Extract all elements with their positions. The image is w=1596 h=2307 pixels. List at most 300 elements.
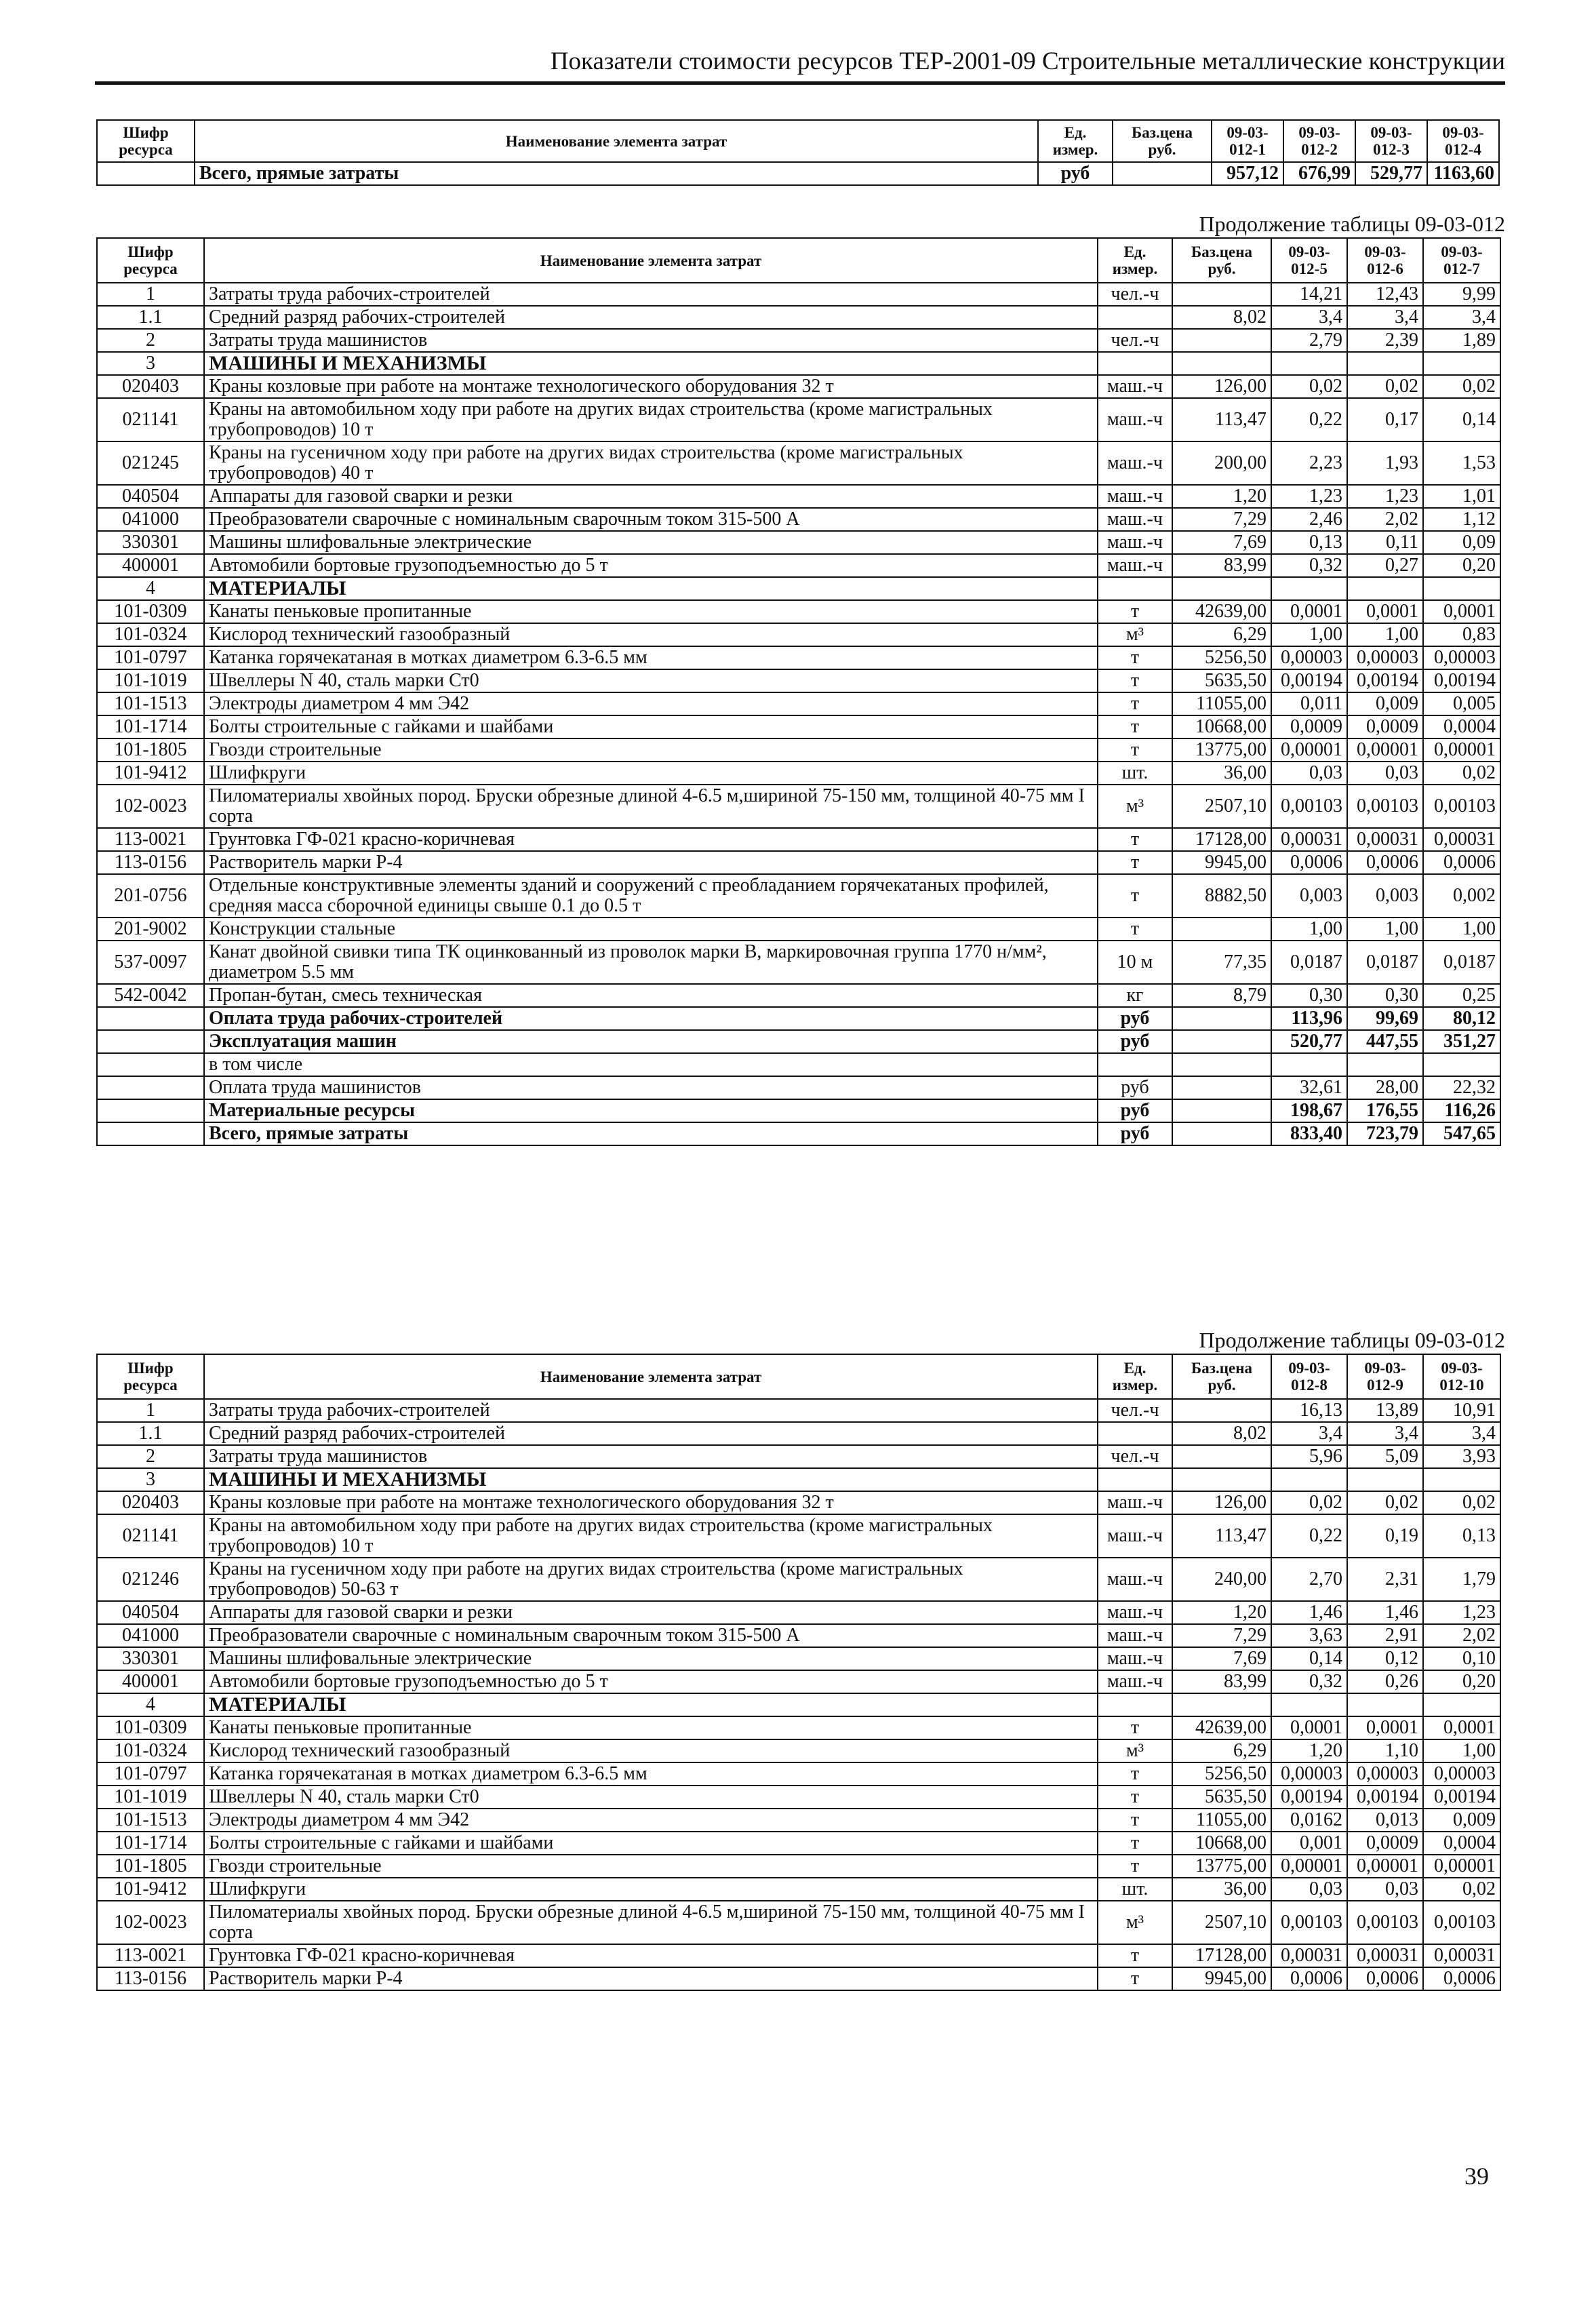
estimate-value-cell: 0,30	[1271, 984, 1347, 1007]
estimate-value-cell: 0,005	[1423, 692, 1500, 715]
resource-code-cell	[97, 1030, 204, 1053]
estimate-value-cell: 3,4	[1347, 1422, 1423, 1445]
resource-code-cell: 3	[97, 352, 204, 375]
estimate-value-cell: 0,009	[1423, 1809, 1500, 1832]
estimate-value-cell: 1,00	[1423, 1739, 1500, 1762]
estimate-value-cell: 0,02	[1423, 762, 1500, 785]
unit-cell: м³	[1098, 785, 1172, 828]
section-row	[97, 1468, 1500, 1491]
estimate-value-cell: 0,22	[1271, 1514, 1347, 1558]
resource-code-cell: 101-1714	[97, 1832, 204, 1855]
cost-element-name-cell: Краны козловые при работе на монтаже технологического оборудования 32 т	[204, 375, 1098, 398]
base-price-cell: 83,99	[1172, 1670, 1271, 1693]
estimate-value-cell: 0,03	[1271, 1878, 1347, 1901]
resource-code-cell: 537-0097	[97, 941, 204, 984]
estimate-value-cell: 0,00194	[1423, 1786, 1500, 1809]
estimate-value-cell: 0,0009	[1347, 1832, 1423, 1855]
base-price-cell: 5256,50	[1172, 646, 1271, 669]
estimate-value-cell: 0,00103	[1347, 1901, 1423, 1944]
cost-element-name-cell: Грунтовка ГФ-021 красно-коричневая	[204, 828, 1098, 851]
base-price-cell: 6,29	[1172, 1739, 1271, 1762]
unit-cell: маш.-ч	[1098, 441, 1172, 485]
estimate-value-cell: 10,91	[1423, 1399, 1500, 1422]
base-price-cell: 200,00	[1172, 441, 1271, 485]
table-row	[97, 1944, 1500, 1967]
estimate-value-cell: 1,79	[1423, 1558, 1500, 1601]
base-price-cell	[1172, 1399, 1271, 1422]
estimate-value-cell: 833,40	[1271, 1122, 1347, 1145]
estimate-value-cell: 1,53	[1423, 441, 1500, 485]
resource-code-cell: 021246	[97, 1558, 204, 1601]
unit-cell: т	[1098, 738, 1172, 762]
table-row	[97, 1786, 1500, 1809]
resource-code-cell: 101-1714	[97, 715, 204, 738]
estimate-value-cell	[1347, 352, 1423, 375]
estimate-value-cell: 0,0001	[1271, 600, 1347, 623]
estimate-value-cell: 0,0004	[1423, 715, 1500, 738]
cost-element-name-cell: Шлифкруги	[204, 762, 1098, 785]
estimate-value-cell: 113,96	[1271, 1007, 1347, 1030]
cost-element-name-cell: Эксплуатация машин	[204, 1030, 1098, 1053]
table-row	[97, 828, 1500, 851]
resource-code-cell: 101-1513	[97, 1809, 204, 1832]
estimate-value-cell: 176,55	[1347, 1099, 1423, 1122]
estimate-value-cell: 1,23	[1271, 485, 1347, 508]
estimate-value-cell: 1,89	[1423, 329, 1500, 352]
base-price-cell: 9945,00	[1172, 1967, 1271, 1990]
base-price-cell: 10668,00	[1172, 715, 1271, 738]
table-continuation-label: Продолжение таблицы 09-03-012	[1199, 1328, 1505, 1352]
cost-element-name-cell: Грунтовка ГФ-021 красно-коричневая	[204, 1944, 1098, 1967]
base-price-cell	[1172, 1693, 1271, 1716]
summary-row	[97, 1122, 1500, 1145]
cost-element-name-cell: Пиломатериалы хвойных пород. Бруски обрезные длиной 4-6.5 м,шириной 75-150 мм, толщиной 40-75 мм I сорта	[204, 785, 1098, 828]
estimate-value-cell: 0,00001	[1423, 738, 1500, 762]
unit-cell: т	[1098, 669, 1172, 692]
cost-element-name-cell: Машины шлифовальные электрические	[204, 1647, 1098, 1670]
unit-cell: маш.-ч	[1098, 554, 1172, 577]
estimate-value-cell: 0,0009	[1347, 715, 1423, 738]
estimate-value-cell: 0,00194	[1347, 1786, 1423, 1809]
estimate-value-cell: 0,02	[1423, 1491, 1500, 1514]
estimate-value-cell: 0,00031	[1271, 1944, 1347, 1967]
unit-cell: маш.-ч	[1098, 1601, 1172, 1624]
estimate-value-cell: 0,0187	[1347, 941, 1423, 984]
unit-cell: маш.-ч	[1098, 1491, 1172, 1514]
estimate-value-cell: 957,12	[1212, 162, 1283, 185]
estimate-value-cell: 0,0004	[1423, 1832, 1500, 1855]
unit-cell: шт.	[1098, 762, 1172, 785]
cost-element-name-cell: Краны козловые при работе на монтаже технологического оборудования 32 т	[204, 1491, 1098, 1514]
estimate-value-cell: 0,00031	[1347, 828, 1423, 851]
unit-cell	[1098, 1422, 1172, 1445]
table-row	[97, 1901, 1500, 1944]
estimate-value-cell: 0,14	[1271, 1647, 1347, 1670]
base-price-cell: 6,29	[1172, 623, 1271, 646]
estimate-value-cell: 2,46	[1271, 508, 1347, 531]
resource-code-cell: 102-0023	[97, 1901, 204, 1944]
estimate-value-cell: 3,63	[1271, 1624, 1347, 1647]
table-row	[97, 1491, 1500, 1514]
table-row	[97, 1053, 1500, 1076]
resource-code-cell: 020403	[97, 1491, 204, 1514]
estimate-value-cell: 0,00103	[1271, 785, 1347, 828]
col-header-estimate: 09-03-012-2	[1283, 120, 1355, 162]
unit-cell: руб	[1098, 1076, 1172, 1099]
estimate-value-cell: 0,03	[1347, 1878, 1423, 1901]
resource-code-cell: 041000	[97, 1624, 204, 1647]
cost-element-name-cell: Гвозди строительные	[204, 738, 1098, 762]
unit-cell: т	[1098, 1716, 1172, 1739]
base-price-cell: 1,20	[1172, 1601, 1271, 1624]
estimate-value-cell: 0,0162	[1271, 1809, 1347, 1832]
resource-code-cell: 1.1	[97, 1422, 204, 1445]
resource-code-cell	[97, 1076, 204, 1099]
col-header-code: Шифр ресурса	[97, 238, 204, 283]
table-row	[97, 531, 1500, 554]
resource-code-cell: 101-9412	[97, 762, 204, 785]
estimate-value-cell: 2,31	[1347, 1558, 1423, 1601]
estimate-value-cell: 0,00001	[1271, 738, 1347, 762]
resource-code-cell	[97, 1007, 204, 1030]
estimate-value-cell: 0,00003	[1347, 646, 1423, 669]
estimate-value-cell: 529,77	[1355, 162, 1427, 185]
base-price-cell: 17128,00	[1172, 1944, 1271, 1967]
estimate-value-cell: 0,14	[1423, 398, 1500, 441]
resource-code-cell: 2	[97, 1445, 204, 1468]
col-header-name: Наименование элемента затрат	[195, 120, 1038, 162]
cost-element-name-cell: Катанка горячекатаная в мотках диаметром 6.3-6.5 мм	[204, 1762, 1098, 1786]
estimate-value-cell: 0,27	[1347, 554, 1423, 577]
cost-table-2	[96, 237, 1501, 1146]
cost-element-name-cell: Электроды диаметром 4 мм Э42	[204, 1809, 1098, 1832]
base-price-cell: 8,02	[1172, 1422, 1271, 1445]
cost-element-name-cell: Средний разряд рабочих-строителей	[204, 1422, 1098, 1445]
estimate-value-cell: 0,32	[1271, 1670, 1347, 1693]
estimate-value-cell: 2,70	[1271, 1558, 1347, 1601]
section-row	[97, 1693, 1500, 1716]
cost-element-name-cell: в том числе	[204, 1053, 1098, 1076]
estimate-value-cell	[1347, 1693, 1423, 1716]
table-row	[97, 398, 1500, 441]
estimate-value-cell	[1271, 352, 1347, 375]
unit-cell: маш.-ч	[1098, 485, 1172, 508]
base-price-cell	[1172, 1030, 1271, 1053]
table-row	[97, 1399, 1500, 1422]
unit-cell: т	[1098, 851, 1172, 874]
unit-cell: маш.-ч	[1098, 1558, 1172, 1601]
table-row	[97, 1670, 1500, 1693]
cost-element-name-cell: Электроды диаметром 4 мм Э42	[204, 692, 1098, 715]
table-row	[97, 984, 1500, 1007]
table-row	[97, 941, 1500, 984]
cost-element-name-cell: Преобразователи сварочные с номинальным сварочным током 315-500 А	[204, 508, 1098, 531]
estimate-value-cell: 0,26	[1347, 1670, 1423, 1693]
estimate-value-cell: 0,11	[1347, 531, 1423, 554]
table-row	[97, 762, 1500, 785]
cost-element-name-cell: МАТЕРИАЛЫ	[204, 577, 1098, 600]
cost-element-name-cell: МАШИНЫ И МЕХАНИЗМЫ	[204, 352, 1098, 375]
cost-element-name-cell: Канаты пеньковые пропитанные	[204, 1716, 1098, 1739]
cost-element-name-cell: Швеллеры N 40, сталь марки Ст0	[204, 1786, 1098, 1809]
resource-code-cell: 113-0156	[97, 1967, 204, 1990]
unit-cell: т	[1098, 1786, 1172, 1809]
col-header-name: Наименование элемента затрат	[204, 1354, 1098, 1399]
unit-cell: м³	[1098, 1901, 1172, 1944]
estimate-value-cell: 0,00031	[1271, 828, 1347, 851]
table-header-row	[97, 1354, 1500, 1399]
col-header-unit: Ед. измер.	[1038, 120, 1113, 162]
estimate-value-cell: 0,0187	[1423, 941, 1500, 984]
cost-element-name-cell: Затраты труда машинистов	[204, 1445, 1098, 1468]
estimate-value-cell: 0,00003	[1347, 1762, 1423, 1786]
estimate-value-cell	[1347, 577, 1423, 600]
cost-element-name-cell: Канаты пеньковые пропитанные	[204, 600, 1098, 623]
base-price-cell	[1172, 1053, 1271, 1076]
cost-element-name-cell: Затраты труда рабочих-строителей	[204, 283, 1098, 306]
estimate-value-cell: 1,00	[1347, 918, 1423, 941]
resource-code-cell: 4	[97, 577, 204, 600]
unit-cell: руб	[1098, 1099, 1172, 1122]
estimate-value-cell: 0,0009	[1271, 715, 1347, 738]
base-price-cell	[1172, 1007, 1271, 1030]
resource-code-cell: 113-0021	[97, 1944, 204, 1967]
estimate-value-cell: 0,19	[1347, 1514, 1423, 1558]
resource-code-cell: 1.1	[97, 306, 204, 329]
estimate-value-cell: 0,0001	[1271, 1716, 1347, 1739]
estimate-value-cell	[1423, 577, 1500, 600]
cost-element-name-cell: Швеллеры N 40, сталь марки Ст0	[204, 669, 1098, 692]
base-price-cell: 7,69	[1172, 531, 1271, 554]
estimate-value-cell: 520,77	[1271, 1030, 1347, 1053]
base-price-cell: 240,00	[1172, 1558, 1271, 1601]
resource-code-cell: 201-0756	[97, 874, 204, 918]
cost-element-name-cell: Затраты труда рабочих-строителей	[204, 1399, 1098, 1422]
unit-cell	[1098, 1693, 1172, 1716]
estimate-value-cell: 1,46	[1271, 1601, 1347, 1624]
estimate-value-cell: 1,20	[1271, 1739, 1347, 1762]
resource-code-cell: 2	[97, 329, 204, 352]
unit-cell: чел.-ч	[1098, 1445, 1172, 1468]
unit-cell: маш.-ч	[1098, 375, 1172, 398]
col-header-estimate: 09-03-012-3	[1355, 120, 1427, 162]
estimate-value-cell: 2,39	[1347, 329, 1423, 352]
base-price-cell	[1172, 1122, 1271, 1145]
estimate-value-cell: 0,0001	[1347, 600, 1423, 623]
estimate-value-cell: 5,96	[1271, 1445, 1347, 1468]
resource-code-cell	[97, 1099, 204, 1122]
unit-cell: маш.-ч	[1098, 1624, 1172, 1647]
estimate-value-cell: 3,4	[1347, 306, 1423, 329]
base-price-cell: 83,99	[1172, 554, 1271, 577]
estimate-value-cell: 1,23	[1347, 485, 1423, 508]
cost-element-name-cell: Аппараты для газовой сварки и резки	[204, 485, 1098, 508]
resource-code-cell: 101-0797	[97, 646, 204, 669]
base-price-cell: 5635,50	[1172, 669, 1271, 692]
estimate-value-cell: 0,00103	[1423, 1901, 1500, 1944]
resource-code-cell: 101-1805	[97, 1855, 204, 1878]
estimate-value-cell: 0,0001	[1423, 600, 1500, 623]
base-price-cell: 13775,00	[1172, 738, 1271, 762]
table-row	[97, 283, 1500, 306]
estimate-value-cell: 0,0006	[1271, 1967, 1347, 1990]
table-row	[97, 874, 1500, 918]
summary-row	[97, 1007, 1500, 1030]
table-row	[97, 1624, 1500, 1647]
estimate-value-cell: 0,0001	[1423, 1716, 1500, 1739]
estimate-value-cell: 0,20	[1423, 1670, 1500, 1693]
base-price-cell	[1113, 162, 1212, 185]
page-number: 39	[1464, 2163, 1489, 2190]
estimate-value-cell: 16,13	[1271, 1399, 1347, 1422]
unit-cell	[1098, 306, 1172, 329]
cost-element-name-cell: Затраты труда машинистов	[204, 329, 1098, 352]
estimate-value-cell: 0,00003	[1271, 646, 1347, 669]
cost-element-name-cell: Краны на автомобильном ходу при работе на других видах строительства (кроме магистральных трубопроводов) 10 т	[204, 398, 1098, 441]
estimate-value-cell: 1163,60	[1427, 162, 1499, 185]
cost-element-name-cell: Преобразователи сварочные с номинальным сварочным током 315-500 А	[204, 1624, 1098, 1647]
estimate-value-cell: 12,43	[1347, 283, 1423, 306]
base-price-cell	[1172, 1468, 1271, 1491]
unit-cell: 10 м	[1098, 941, 1172, 984]
base-price-cell: 2507,10	[1172, 1901, 1271, 1944]
table-row	[97, 1739, 1500, 1762]
resource-code-cell: 101-9412	[97, 1878, 204, 1901]
estimate-value-cell: 0,30	[1347, 984, 1423, 1007]
estimate-value-cell: 2,79	[1271, 329, 1347, 352]
base-price-cell: 113,47	[1172, 398, 1271, 441]
resource-code-cell: 330301	[97, 531, 204, 554]
resource-code-cell: 113-0156	[97, 851, 204, 874]
cost-element-name-cell: Конструкции стальные	[204, 918, 1098, 941]
col-header-estimate: 09-03-012-10	[1423, 1354, 1500, 1399]
base-price-cell: 8,02	[1172, 306, 1271, 329]
estimate-value-cell: 0,02	[1347, 1491, 1423, 1514]
table-row	[97, 1967, 1500, 1990]
unit-cell: руб	[1098, 1030, 1172, 1053]
resource-code-cell: 3	[97, 1468, 204, 1491]
cost-element-name-cell: Растворитель марки Р-4	[204, 851, 1098, 874]
unit-cell: маш.-ч	[1098, 1514, 1172, 1558]
resource-code-cell: 101-1513	[97, 692, 204, 715]
resource-code-cell: 330301	[97, 1647, 204, 1670]
col-header-code: Шифр ресурса	[97, 1354, 204, 1399]
unit-cell: м³	[1098, 623, 1172, 646]
base-price-cell	[1172, 1099, 1271, 1122]
base-price-cell: 42639,00	[1172, 1716, 1271, 1739]
page-title: Показатели стоимости ресурсов ТЕР-2001-09 Строительные металлические конструкции	[550, 47, 1505, 75]
estimate-value-cell: 0,00103	[1271, 1901, 1347, 1944]
resource-code-cell: 201-9002	[97, 918, 204, 941]
base-price-cell: 17128,00	[1172, 828, 1271, 851]
base-price-cell: 7,29	[1172, 508, 1271, 531]
estimate-value-cell: 0,03	[1271, 762, 1347, 785]
unit-cell: т	[1098, 600, 1172, 623]
estimate-value-cell: 0,13	[1423, 1514, 1500, 1558]
estimate-value-cell	[1423, 352, 1500, 375]
resource-code-cell: 400001	[97, 554, 204, 577]
unit-cell	[1098, 1053, 1172, 1076]
estimate-value-cell: 676,99	[1283, 162, 1355, 185]
estimate-value-cell: 0,00194	[1271, 669, 1347, 692]
estimate-value-cell: 0,12	[1347, 1647, 1423, 1670]
estimate-value-cell: 0,00194	[1423, 669, 1500, 692]
base-price-cell: 5256,50	[1172, 1762, 1271, 1786]
estimate-value-cell: 0,013	[1347, 1809, 1423, 1832]
estimate-value-cell: 32,61	[1271, 1076, 1347, 1099]
summary-row	[97, 162, 1499, 185]
estimate-value-cell: 0,0001	[1347, 1716, 1423, 1739]
cost-element-name-cell: Отдельные конструктивные элементы зданий и сооружений с преобладанием горячекатаных профилей, средняя масса сборочной единицы свыше 0.1 до 0.5 т	[204, 874, 1098, 918]
estimate-value-cell: 0,00001	[1423, 1855, 1500, 1878]
estimate-value-cell: 0,09	[1423, 531, 1500, 554]
table-row	[97, 1647, 1500, 1670]
cost-element-name-cell: Оплата труда рабочих-строителей	[204, 1007, 1098, 1030]
base-price-cell	[1172, 1076, 1271, 1099]
cost-element-name-cell: Болты строительные с гайками и шайбами	[204, 715, 1098, 738]
base-price-cell	[1172, 577, 1271, 600]
unit-cell: т	[1098, 874, 1172, 918]
col-header-price: Баз.цена руб.	[1172, 238, 1271, 283]
resource-code-cell: 040504	[97, 1601, 204, 1624]
base-price-cell: 10668,00	[1172, 1832, 1271, 1855]
estimate-value-cell: 3,4	[1271, 1422, 1347, 1445]
base-price-cell: 9945,00	[1172, 851, 1271, 874]
estimate-value-cell: 0,20	[1423, 554, 1500, 577]
resource-code-cell: 021141	[97, 398, 204, 441]
base-price-cell: 1,20	[1172, 485, 1271, 508]
base-price-cell: 113,47	[1172, 1514, 1271, 1558]
unit-cell	[1098, 577, 1172, 600]
table-row	[97, 1558, 1500, 1601]
table-row	[97, 738, 1500, 762]
table-row	[97, 1445, 1500, 1468]
cost-element-name-cell: Автомобили бортовые грузоподъемностью до 5 т	[204, 554, 1098, 577]
cost-element-name-cell: Краны на автомобильном ходу при работе на других видах строительства (кроме магистральных трубопроводов) 10 т	[204, 1514, 1098, 1558]
unit-cell: т	[1098, 692, 1172, 715]
base-price-cell	[1172, 918, 1271, 941]
unit-cell	[1098, 1468, 1172, 1491]
estimate-value-cell: 0,02	[1423, 375, 1500, 398]
col-header-estimate: 09-03-012-1	[1212, 120, 1283, 162]
unit-cell: чел.-ч	[1098, 1399, 1172, 1422]
estimate-value-cell	[1271, 1693, 1347, 1716]
estimate-value-cell: 0,00003	[1423, 646, 1500, 669]
estimate-value-cell: 1,00	[1423, 918, 1500, 941]
resource-code-cell: 542-0042	[97, 984, 204, 1007]
unit-cell: т	[1098, 1809, 1172, 1832]
unit-cell: руб	[1038, 162, 1113, 185]
col-header-estimate: 09-03-012-7	[1423, 238, 1500, 283]
estimate-value-cell: 0,02	[1271, 375, 1347, 398]
estimate-value-cell: 3,4	[1271, 306, 1347, 329]
base-price-cell	[1172, 352, 1271, 375]
estimate-value-cell: 0,00003	[1271, 1762, 1347, 1786]
estimate-value-cell: 723,79	[1347, 1122, 1423, 1145]
estimate-value-cell: 0,009	[1347, 692, 1423, 715]
estimate-value-cell: 0,00031	[1423, 1944, 1500, 1967]
base-price-cell: 42639,00	[1172, 600, 1271, 623]
estimate-value-cell: 99,69	[1347, 1007, 1423, 1030]
estimate-value-cell: 0,00001	[1271, 1855, 1347, 1878]
unit-cell: т	[1098, 1762, 1172, 1786]
estimate-value-cell: 0,02	[1423, 1878, 1500, 1901]
estimate-value-cell: 0,83	[1423, 623, 1500, 646]
unit-cell: руб	[1098, 1007, 1172, 1030]
table-row	[97, 669, 1500, 692]
estimate-value-cell: 0,002	[1423, 874, 1500, 918]
estimate-value-cell: 351,27	[1423, 1030, 1500, 1053]
